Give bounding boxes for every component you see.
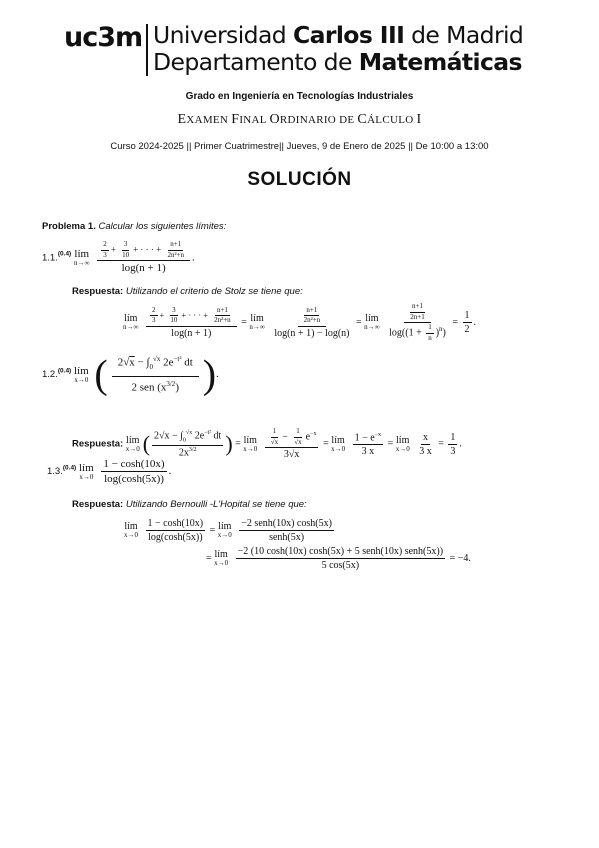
logo-divider [146, 24, 148, 76]
exam-title-sc: XAMEN [186, 114, 232, 126]
exam-title-cap: F [231, 112, 240, 127]
problem-label: Problema 1. [42, 221, 96, 232]
formula-1-3-line2: = lím x→0 $\frac{\text{−2 (10 cosh(10x) cosh(5x) + 5 senh(10x) senh(5x))}}{5 \cos(5x)}$ = −4. [206, 546, 471, 571]
formula-fraction: $\frac{2}{3}$ + $\frac{3}{10}$ + · · · + $\frac{n+1}{\text{2n²+n}}$ log(n + 1) [97, 241, 190, 274]
item-number: 1.3. [47, 466, 63, 478]
exam-title-cap: C [357, 112, 368, 127]
department-bold: Matemáticas [358, 48, 522, 76]
answer-text: Utilizando el criterio de Stolz se tiene que: [125, 286, 303, 297]
course-info: Curso 2024-2025 || Primer Cuatrimestre|| Jueves, 9 de Enero de 2025 || De 10:00 a 13:00 [110, 141, 489, 152]
answer-1-1 [72, 286, 303, 297]
formula-1-1: lím n→∞ $\frac{2}{3}$ + $\frac{3}{10}$ + · · · + $\frac{n+1}{\text{2n²+n}}$ log(n + 1) = lím n→∞ $\frac{\frac{n+1}{\text{2n²+n}}}{\log(n + 1) - \log(n)}$ = lím n→∞ $\frac{n+1}{2n+1}$ log((1 + $\frac{1}{n}$ )$^n$) = $\frac{1}{2}$ . [123, 302, 477, 343]
item-number: 1.1. [42, 252, 58, 264]
answer-label: Respuesta: [72, 438, 124, 450]
exam-title [0, 112, 599, 128]
limit-operator: lím n→∞ [73, 247, 90, 267]
exam-title-cap: E [177, 112, 187, 127]
item-points: (0.4) [62, 464, 77, 472]
department-name [153, 48, 522, 76]
answer-1-2: Respuesta: lím x→0 ( $\frac{2√x - \int_0^{√x} 2e^{-t^2} dt}{2x^{3/2}}$ ) = lím x→0 $\frac{1}{√x}$ − $\frac{1}{√x}$ $e^{-x}$ 3√x = lím x→0 $\frac{1 - e^{-x}}{3 x}$ = lím x→0 $\frac{x}{3 x}$ = $\frac{1}{3}$ . [72, 427, 462, 461]
university-bold: Carlos III [292, 21, 405, 49]
formula-1-3-line1: lím x→0 $\frac{1 - \cosh(10x)}{\log(\cosh(5x))}$ = lím x→0 $\frac{\text{−2 senh(10x) cosh(5x)}}{\text{senh(5x)}}$ [124, 518, 332, 543]
exam-title-sc: INAL [239, 114, 270, 126]
university-name [153, 21, 523, 49]
problem-text: Calcular los siguientes límites: [98, 221, 227, 232]
exam-title-cap: O [269, 112, 280, 127]
item-1-2: 1.2.$^{(0.4)}$ lím x→0 ( $\frac{2√x - \int_0^{√x} 2e^{-t^2} dt}{2 sen (x^{3/2})}$ ). [42, 351, 219, 397]
exam-title-sc: RDINARIO DE [279, 114, 358, 126]
answer-1-3 [72, 499, 307, 510]
answer-text: Utilizando Bernoulli -L'Hopital se tiene que: [125, 499, 307, 510]
exam-title-num: I [416, 112, 422, 127]
item-number: 1.2. [42, 369, 58, 381]
degree-title: Grado en Ingeniería en Tecnologías Industriales [185, 91, 414, 102]
answer-label: Respuesta: [72, 499, 124, 510]
item-points: (0.4) [57, 250, 72, 258]
answer-label: Respuesta: [72, 286, 124, 297]
university-prefix: Universidad [153, 21, 293, 49]
result-1-3: −4 [457, 552, 469, 564]
problem-statement [42, 221, 226, 232]
item-1-3: 1.3.$^{(0.4)}$ lím x→0 $\frac{1 - \cosh(10x)}{\log(\cosh(5x))}$ . [47, 458, 172, 486]
uc3m-logo: uc3m [64, 22, 143, 53]
item-1-1: 1.1.$^{(0.4)}$ lím n→∞ $\frac{2}{3}$ + $\frac{3}{10}$ + · · · + $\frac{n+1}{\text{2n²+n}}$ log(n + 1) . [42, 240, 195, 275]
exam-title-sc: ÁLCULO [367, 114, 417, 126]
page-heading: SOLUCIÓN [247, 169, 352, 190]
university-suffix: de Madrid [404, 21, 524, 49]
department-prefix: Departamento de [153, 48, 359, 76]
item-points: (0.4) [57, 367, 72, 375]
